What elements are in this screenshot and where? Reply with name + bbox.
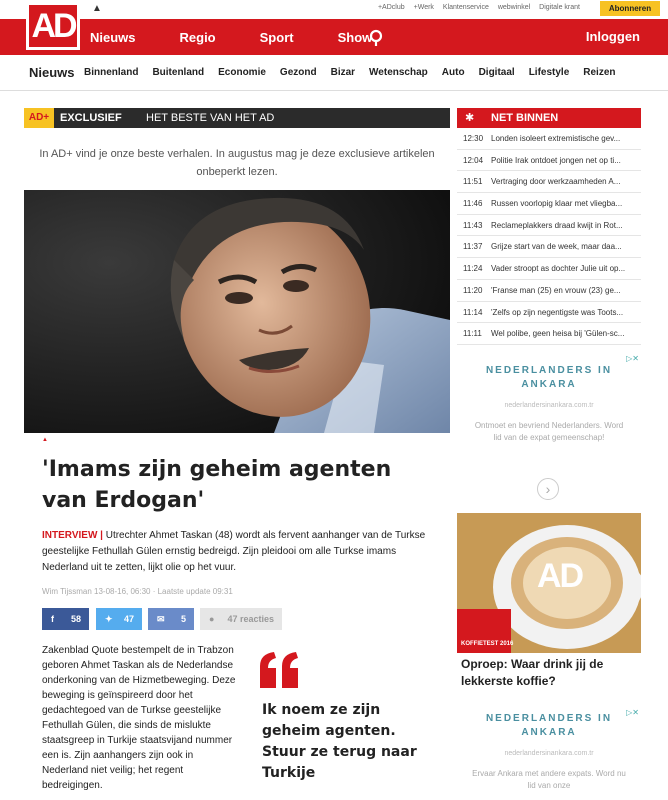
- section-item-wetenschap[interactable]: Wetenschap: [369, 67, 428, 78]
- item-time: 11:46: [463, 199, 483, 209]
- util-link-digitale-krant[interactable]: Digitale krant: [539, 4, 580, 11]
- nav-sport[interactable]: Sport: [259, 29, 294, 45]
- mail-count: 5: [180, 614, 186, 624]
- item-time: 11:37: [463, 242, 483, 252]
- portrait-illustration: [24, 190, 450, 433]
- pull-quote: Ik noem ze zijn geheim agenten. Stuur ze terug naar Turkije: [262, 702, 417, 781]
- subscribe-button[interactable]: Abonneren: [600, 1, 660, 16]
- util-link-werk[interactable]: +Werk: [413, 4, 434, 11]
- item-title[interactable]: Londen isoleert extremistische gev...: [491, 134, 621, 143]
- ad-choices-icon[interactable]: ▷✕: [626, 708, 639, 717]
- item-title[interactable]: Wel polibe, geen heisa bij 'Gülen-sc...: [491, 329, 625, 339]
- advertisement-ankara-2[interactable]: [457, 706, 641, 800]
- twitter-count: 47: [123, 614, 134, 624]
- item-time: 11:51: [463, 177, 483, 187]
- adplus-badge: AD+: [24, 108, 54, 128]
- ad-logo[interactable]: AD: [26, 2, 80, 50]
- section-item-digitaal[interactable]: Digitaal: [478, 67, 515, 78]
- list-item[interactable]: [457, 280, 641, 302]
- login-button[interactable]: Inloggen: [585, 29, 640, 44]
- section-item-lifestyle[interactable]: Lifestyle: [528, 67, 570, 78]
- chevron-right-icon[interactable]: ›: [537, 478, 559, 500]
- list-item[interactable]: [457, 150, 641, 172]
- article-headline: 'Imams zijn geheim agenten van Erdogan': [42, 457, 392, 513]
- ad-url[interactable]: nederlandersinankara.com.tr: [504, 402, 594, 409]
- bolt-icon: ✱: [465, 112, 475, 124]
- section-item-bizar[interactable]: Bizar: [330, 67, 356, 78]
- promo-caption[interactable]: Oproep: Waar drink jij de lekkerste koffie?: [461, 657, 604, 688]
- item-title[interactable]: Politie Irak ontdoet jongen net op ti...: [491, 155, 621, 165]
- mail-icon: ✉: [157, 614, 165, 624]
- twitter-share-button[interactable]: [96, 608, 142, 630]
- nav-regio[interactable]: Regio: [179, 29, 216, 45]
- net-binnen-list: [457, 128, 641, 345]
- reactions-label: 47 reacties: [227, 614, 274, 624]
- util-links: [378, 4, 580, 11]
- facebook-count: 58: [70, 614, 81, 624]
- list-item[interactable]: [457, 323, 641, 345]
- section-item-binnenland[interactable]: Binnenland: [84, 67, 139, 78]
- nav-show[interactable]: Show: [337, 29, 373, 45]
- utility-bar: [0, 0, 668, 19]
- article-lead: [42, 528, 442, 576]
- section-item-buitenland[interactable]: Buitenland: [152, 67, 205, 78]
- promo-brand: AD: [537, 557, 583, 595]
- reactions-button[interactable]: [200, 608, 282, 630]
- section-title[interactable]: Nieuws: [29, 65, 75, 80]
- util-link-adclub[interactable]: +ADclub: [377, 4, 405, 11]
- facebook-share-button[interactable]: [42, 608, 89, 630]
- item-title[interactable]: Reclameplakkers draad kwijt in Rot...: [491, 220, 623, 230]
- item-time: 12:30: [463, 134, 484, 143]
- quote-icon: [258, 650, 302, 690]
- location-pin-icon: ▲: [42, 437, 48, 443]
- section-item-reizen[interactable]: Reizen: [583, 67, 616, 78]
- item-time: 11:24: [463, 264, 483, 274]
- net-binnen-header: [457, 108, 641, 128]
- promo-label: KOFFIETEST 2016: [461, 641, 514, 647]
- exclusief-label: EXCLUSIEF: [60, 112, 122, 124]
- item-title[interactable]: Vertraging door werkzaamheden A...: [491, 177, 621, 187]
- item-title[interactable]: Vader stroopt as dochter Julie uit op...: [491, 264, 626, 274]
- article-hero-image[interactable]: [24, 190, 450, 433]
- ad-text: Ervaar Ankara met andere expats. Word nu lid van onze: [472, 769, 626, 790]
- ad-text: Ontmoet en bevriend Nederlanders. Word lid van de expat gemeenschap!: [474, 421, 624, 442]
- section-item-gezond[interactable]: Gezond: [279, 67, 317, 78]
- list-item[interactable]: [457, 258, 641, 280]
- ad-url[interactable]: nederlandersinankara.com.tr: [504, 750, 594, 757]
- list-item[interactable]: [457, 171, 641, 193]
- item-title[interactable]: 'Franse man (25) en vrouw (23) ge...: [491, 285, 621, 295]
- adplus-intro: In AD+ vind je onze beste verhalen. In augustus mag je deze exclusieve artikelen onbeperkt lezen.: [39, 148, 435, 178]
- home-icon[interactable]: ▲: [92, 3, 102, 14]
- item-time: 11:43: [463, 220, 483, 230]
- item-title[interactable]: 'Zelfs op zijn negentigste was Toots...: [491, 307, 624, 317]
- item-time: 11:14: [463, 307, 483, 317]
- list-item[interactable]: [457, 193, 641, 215]
- ad-title[interactable]: NEDERLANDERS IN ANKARA: [485, 713, 613, 738]
- list-item[interactable]: [457, 215, 641, 237]
- section-item-economie[interactable]: Economie: [218, 67, 266, 78]
- list-item[interactable]: [457, 236, 641, 258]
- section-items: [84, 67, 616, 78]
- util-link-webwinkel[interactable]: webwinkel: [497, 4, 531, 11]
- nav-nieuws[interactable]: Nieuws: [90, 29, 136, 45]
- section-nav: [0, 55, 668, 91]
- net-binnen-title: NET BINNEN: [491, 112, 559, 124]
- comment-icon: ●: [209, 614, 215, 624]
- list-item[interactable]: [457, 302, 641, 324]
- item-title[interactable]: Grijze start van de week, maar daa...: [491, 242, 622, 252]
- koffietest-promo-image[interactable]: [457, 513, 641, 653]
- list-item[interactable]: [457, 128, 641, 150]
- article-byline: Wim Tijssman 13-08-16, 06:30 · Laatste update 09:31: [42, 587, 233, 596]
- article-tag[interactable]: INTERVIEW |: [42, 530, 103, 541]
- main-header: [0, 19, 668, 55]
- twitter-icon: ✦: [105, 614, 113, 624]
- item-title[interactable]: Russen voorlopig klaar met vliegba...: [491, 199, 623, 209]
- util-link-klantenservice[interactable]: Klantenservice: [442, 4, 489, 11]
- beste-label: HET BESTE VAN HET AD: [146, 112, 275, 124]
- mail-share-button[interactable]: [148, 608, 194, 630]
- section-item-auto[interactable]: Auto: [441, 67, 465, 78]
- item-time: 12:04: [463, 155, 484, 165]
- facebook-icon: f: [51, 614, 54, 624]
- ad-title[interactable]: NEDERLANDERS IN ANKARA: [485, 365, 613, 390]
- location-search-icon[interactable]: [368, 29, 384, 47]
- lead-text: Utrechter Ahmet Taskan (48) wordt als fervent aanhanger van de Turkse geestelijke Fethullah Gülen ernstig bedreigd. Zijn pleidooi om alle Turkse imams Nederland uit te zetten, lijkt olie op het vuur.: [42, 530, 426, 573]
- ad-choices-icon[interactable]: ▷✕: [626, 354, 639, 363]
- item-time: 11:11: [463, 329, 482, 339]
- advertisement-ankara[interactable]: [457, 352, 641, 504]
- exclusief-banner: [24, 108, 450, 128]
- item-time: 11:20: [463, 285, 483, 295]
- article-body: Zakenblad Quote bestempelt de in Trabzon geboren Ahmet Taskan als de Nederlandse onderkoning van de Hizmetbeweging. Deze beweging is geïnspireerd door het gedachtegoed van de Turkse geestelijke Fethullah Gülen, die sinds de mislukte staatsgreep in Turkije staatsvijand nummer een is. Zijn aanhangers zijn ook in Nederland niet veilig; het regent bedreigingen.: [42, 645, 236, 791]
